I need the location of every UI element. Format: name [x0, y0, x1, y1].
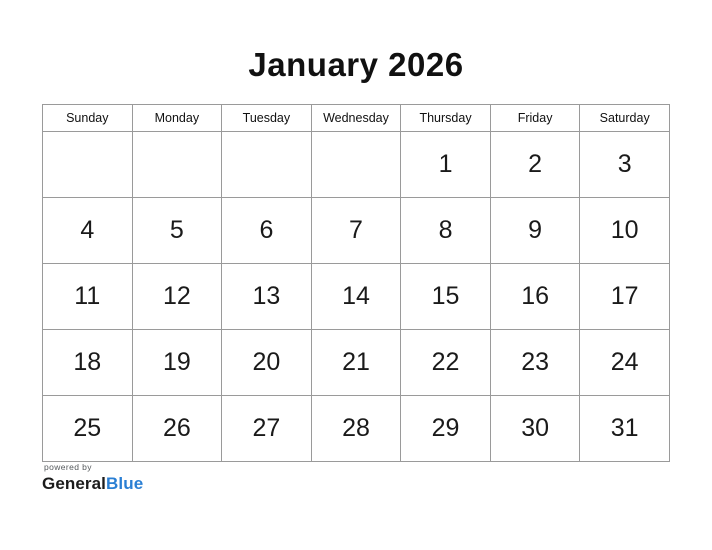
day-cell: 6 — [222, 198, 312, 264]
day-cell: 7 — [311, 198, 401, 264]
day-cell: 11 — [43, 264, 133, 330]
day-cell: 2 — [490, 132, 580, 198]
weekday-header-monday: Monday — [132, 105, 222, 132]
day-cell: 20 — [222, 330, 312, 396]
calendar-week-row — [43, 264, 670, 330]
weekday-header-tuesday: Tuesday — [222, 105, 312, 132]
day-cell-empty — [132, 132, 222, 198]
day-cell: 9 — [490, 198, 580, 264]
day-cell: 23 — [490, 330, 580, 396]
day-cell: 28 — [311, 396, 401, 462]
day-cell: 1 — [401, 132, 491, 198]
calendar-week-row — [43, 198, 670, 264]
day-cell-empty — [43, 132, 133, 198]
day-cell-empty — [222, 132, 312, 198]
day-cell: 30 — [490, 396, 580, 462]
day-cell: 29 — [401, 396, 491, 462]
footer-attribution — [42, 462, 302, 494]
day-cell: 27 — [222, 396, 312, 462]
weekday-header-saturday: Saturday — [580, 105, 670, 132]
day-cell: 26 — [132, 396, 222, 462]
calendar-body — [43, 132, 670, 462]
calendar-container — [42, 104, 670, 462]
brand-name-second: Blue — [106, 474, 144, 493]
day-cell: 24 — [580, 330, 670, 396]
weekday-header-sunday: Sunday — [43, 105, 133, 132]
day-cell: 12 — [132, 264, 222, 330]
day-cell: 31 — [580, 396, 670, 462]
calendar-table — [42, 104, 670, 462]
day-cell: 15 — [401, 264, 491, 330]
day-cell: 10 — [580, 198, 670, 264]
day-cell: 14 — [311, 264, 401, 330]
day-cell: 21 — [311, 330, 401, 396]
calendar-week-row — [43, 330, 670, 396]
powered-by-label: powered by — [44, 462, 92, 472]
calendar-week-row — [43, 396, 670, 462]
day-cell: 5 — [132, 198, 222, 264]
weekday-header-wednesday: Wednesday — [311, 105, 401, 132]
day-cell-empty — [311, 132, 401, 198]
day-cell: 13 — [222, 264, 312, 330]
day-cell: 4 — [43, 198, 133, 264]
day-cell: 19 — [132, 330, 222, 396]
day-cell: 25 — [43, 396, 133, 462]
brand-name-first: General — [42, 474, 107, 493]
page-title: January 2026 — [248, 46, 464, 83]
weekday-header-thursday: Thursday — [401, 105, 491, 132]
weekday-header-friday: Friday — [490, 105, 580, 132]
day-cell: 8 — [401, 198, 491, 264]
calendar-week-row — [43, 132, 670, 198]
day-cell: 3 — [580, 132, 670, 198]
day-cell: 16 — [490, 264, 580, 330]
day-cell: 17 — [580, 264, 670, 330]
calendar-header-row — [43, 105, 670, 132]
day-cell: 18 — [43, 330, 133, 396]
generalblue-logo[interactable] — [42, 474, 302, 494]
day-cell: 22 — [401, 330, 491, 396]
